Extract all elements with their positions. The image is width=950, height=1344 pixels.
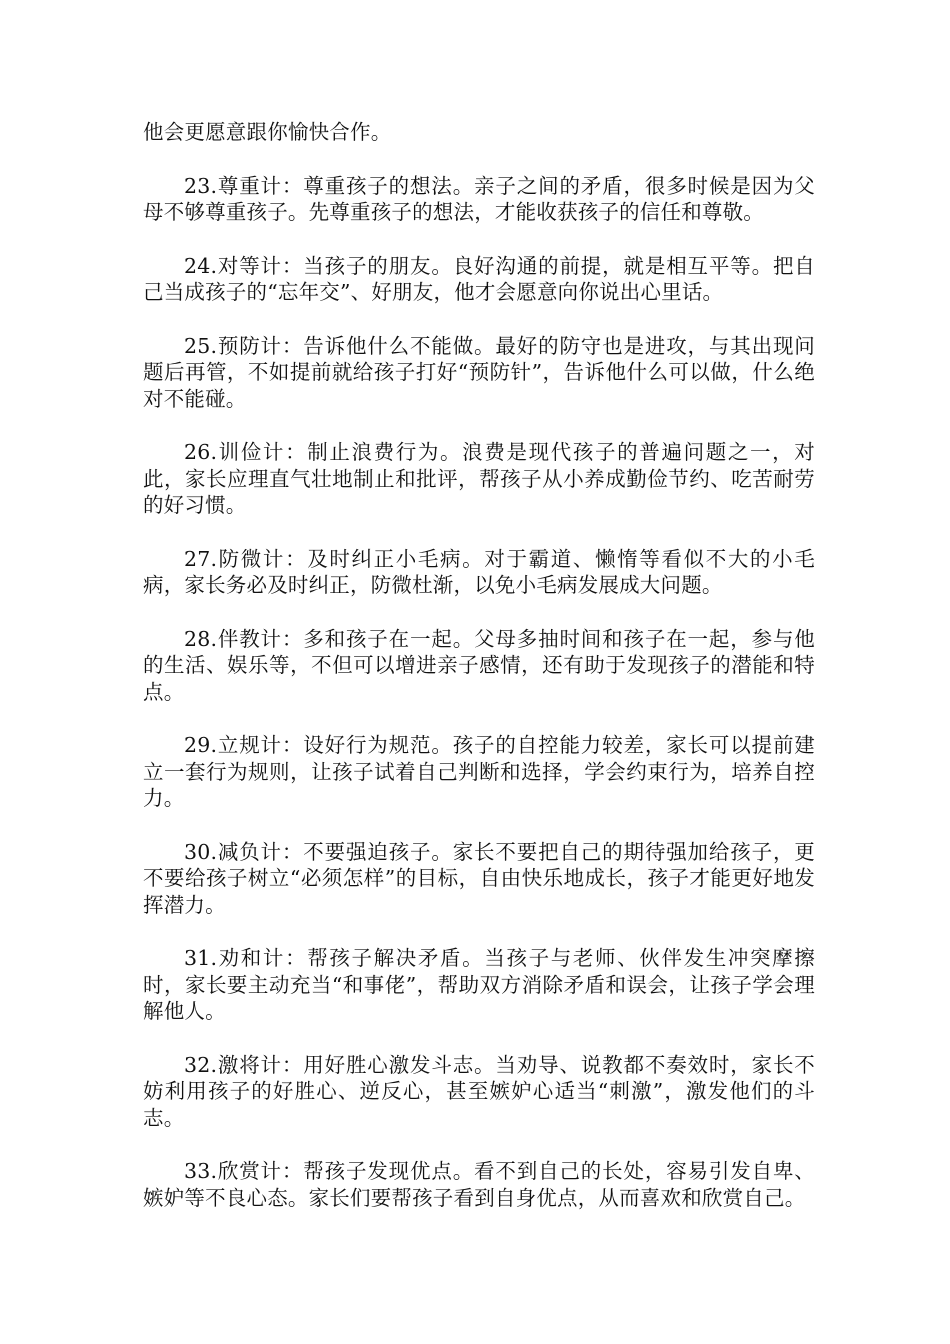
paragraph-item-25: 25.预防计：告诉他什么不能做。最好的防守也是进攻，与其出现问题后再管，不如提前就给孩子打好“预防针”，告诉他什么可以做，什么绝对不能碰。 [143, 333, 815, 411]
paragraph-item-30: 30.减负计：不要强迫孩子。家长不要把自己的期待强加给孩子，更不要给孩子树立“必须怎样”的目标，自由快乐地成长，孩子才能更好地发挥潜力。 [143, 839, 815, 917]
paragraph-item-28: 28.伴教计：多和孩子在一起。父母多抽时间和孩子在一起，参与他的生活、娱乐等，不但可以增进亲子感情，还有助于发现孩子的潜能和特点。 [143, 626, 815, 704]
paragraph-item-26: 26.训俭计：制止浪费行为。浪费是现代孩子的普遍问题之一，对此，家长应理直气壮地制止和批评，帮孩子从小养成勤俭节约、吃苦耐劳的好习惯。 [143, 440, 815, 517]
paragraph-item-23: 23.尊重计：尊重孩子的想法。亲子之间的矛盾，很多时候是因为父母不够尊重孩子。先尊重孩子的想法，才能收获孩子的信任和尊敬。 [143, 173, 815, 224]
document-body [143, 119, 815, 1238]
paragraph-item-27: 27.防微计：及时纠正小毛病。对于霸道、懒惰等看似不大的小毛病，家长务必及时纠正，防微杜渐，以免小毛病发展成大问题。 [143, 546, 815, 597]
paragraph-item-24: 24.对等计：当孩子的朋友。良好沟通的前提，就是相互平等。把自己当成孩子的“忘年交”、好朋友，他才会愿意向你说出心里话。 [143, 253, 815, 304]
continuation-paragraph: 他会更愿意跟你愉快合作。 [143, 120, 392, 144]
paragraph-item-33: 33.欣赏计：帮孩子发现优点。看不到自己的长处，容易引发自卑、嫉妒等不良心态。家长们要帮孩子看到自身优点，从而喜欢和欣赏自己。 [143, 1159, 815, 1210]
paragraph-item-32: 32.激将计：用好胜心激发斗志。当劝导、说教都不奏效时，家长不妨利用孩子的好胜心、逆反心，甚至嫉妒心适当“刺激”，激发他们的斗志。 [143, 1052, 815, 1130]
paragraph-item-29: 29.立规计：设好行为规范。孩子的自控能力较差，家长可以提前建立一套行为规则，让孩子试着自己判断和选择，学会约束行为，培养自控力。 [143, 733, 815, 810]
paragraph-item-31: 31.劝和计：帮孩子解决矛盾。当孩子与老师、伙伴发生冲突摩擦时，家长要主动充当“和事佬”，帮助双方消除矛盾和误会，让孩子学会理解他人。 [143, 946, 815, 1023]
